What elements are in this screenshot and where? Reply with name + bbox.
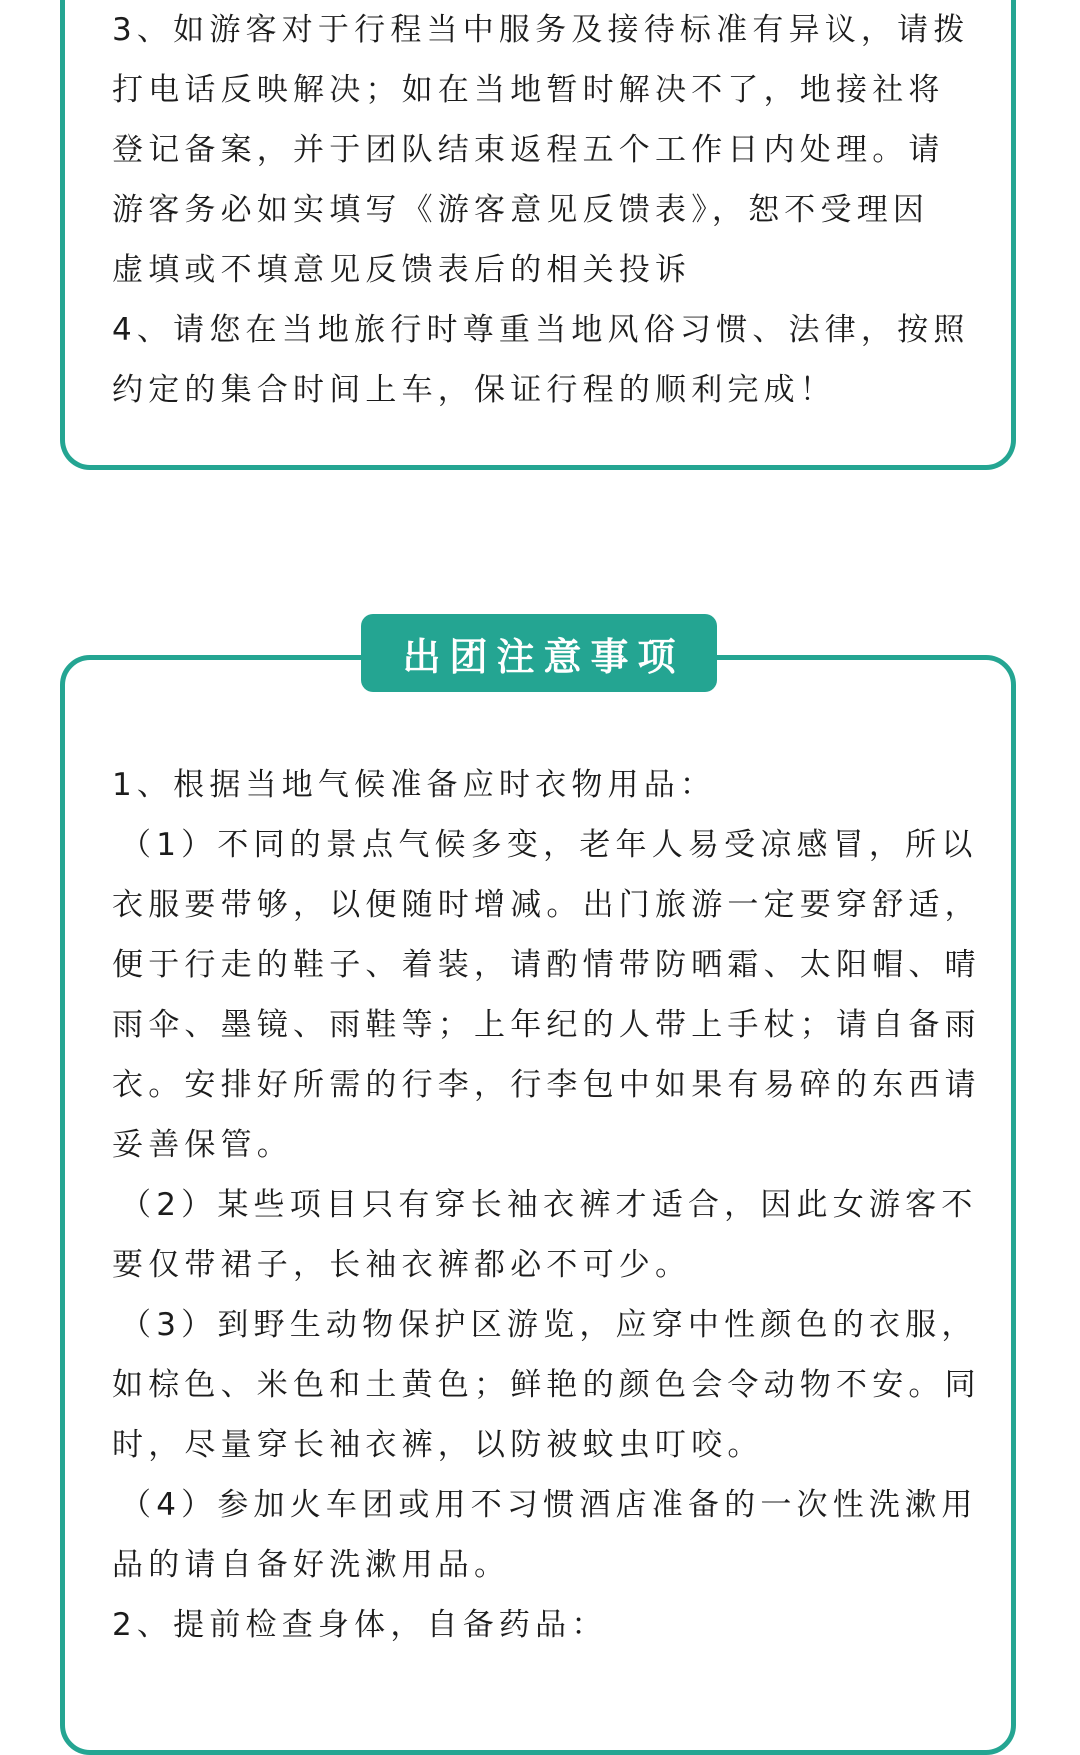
text-line: （2）某些项目只有穿长袖衣裤才适合，因此女游客不 [120, 1187, 978, 1223]
text-line: （4）参加火车团或用不习惯酒店准备的一次性洗漱用 [120, 1487, 978, 1523]
text-line: 打电话反映解决；如在当地暂时解决不了，地接社将 [112, 72, 945, 108]
text-line: 雨伞、墨镜、雨鞋等；上年纪的人带上手杖；请自备雨 [112, 1007, 981, 1043]
text-line: 要仅带裙子，长袖衣裤都必不可少。 [112, 1247, 692, 1283]
text-line: 衣。安排好所需的行李，行李包中如果有易碎的东西请 [112, 1067, 981, 1103]
text-line: 如棕色、米色和土黄色；鲜艳的颜色会令动物不安。同 [112, 1367, 981, 1403]
text-line: 1、根据当地气候准备应时衣物用品： [112, 767, 717, 803]
text-line: 4、请您在当地旅行时尊重当地风俗习惯、法律，按照 [112, 312, 970, 348]
complaint-rules-text [112, 0, 972, 420]
text-line: 约定的集合时间上车，保证行程的顺利完成！ [112, 372, 836, 408]
section-title: 出团注意事项 [402, 634, 685, 679]
text-line: （1）不同的景点气候多变，老年人易受凉感冒，所以 [120, 827, 978, 863]
text-line: （3）到野生动物保护区游览，应穿中性颜色的衣服， [120, 1307, 978, 1343]
travel-notice-text [112, 755, 981, 1655]
text-line: 妥善保管。 [112, 1127, 293, 1163]
text-line: 3、如游客对于行程当中服务及接待标准有异议，请拨 [112, 12, 970, 48]
text-line: 时，尽量穿长袖衣裤，以防被蚊虫叮咬。 [112, 1427, 764, 1463]
text-line: 便于行走的鞋子、着装，请酌情带防晒霜、太阳帽、晴 [112, 947, 981, 983]
text-line: 品的请自备好洗漱用品。 [112, 1547, 511, 1583]
text-line: 虚填或不填意见反馈表后的相关投诉 [112, 252, 692, 288]
section-title-badge [361, 614, 717, 692]
text-line: 游客务必如实填写《游客意见反馈表》，恕不受理因 [112, 192, 930, 228]
text-line: 登记备案，并于团队结束返程五个工作日内处理。请 [112, 132, 945, 168]
text-line: 衣服要带够，以便随时增减。出门旅游一定要穿舒适， [112, 887, 981, 923]
text-line: 2、提前检查身体，自备药品： [112, 1607, 608, 1643]
